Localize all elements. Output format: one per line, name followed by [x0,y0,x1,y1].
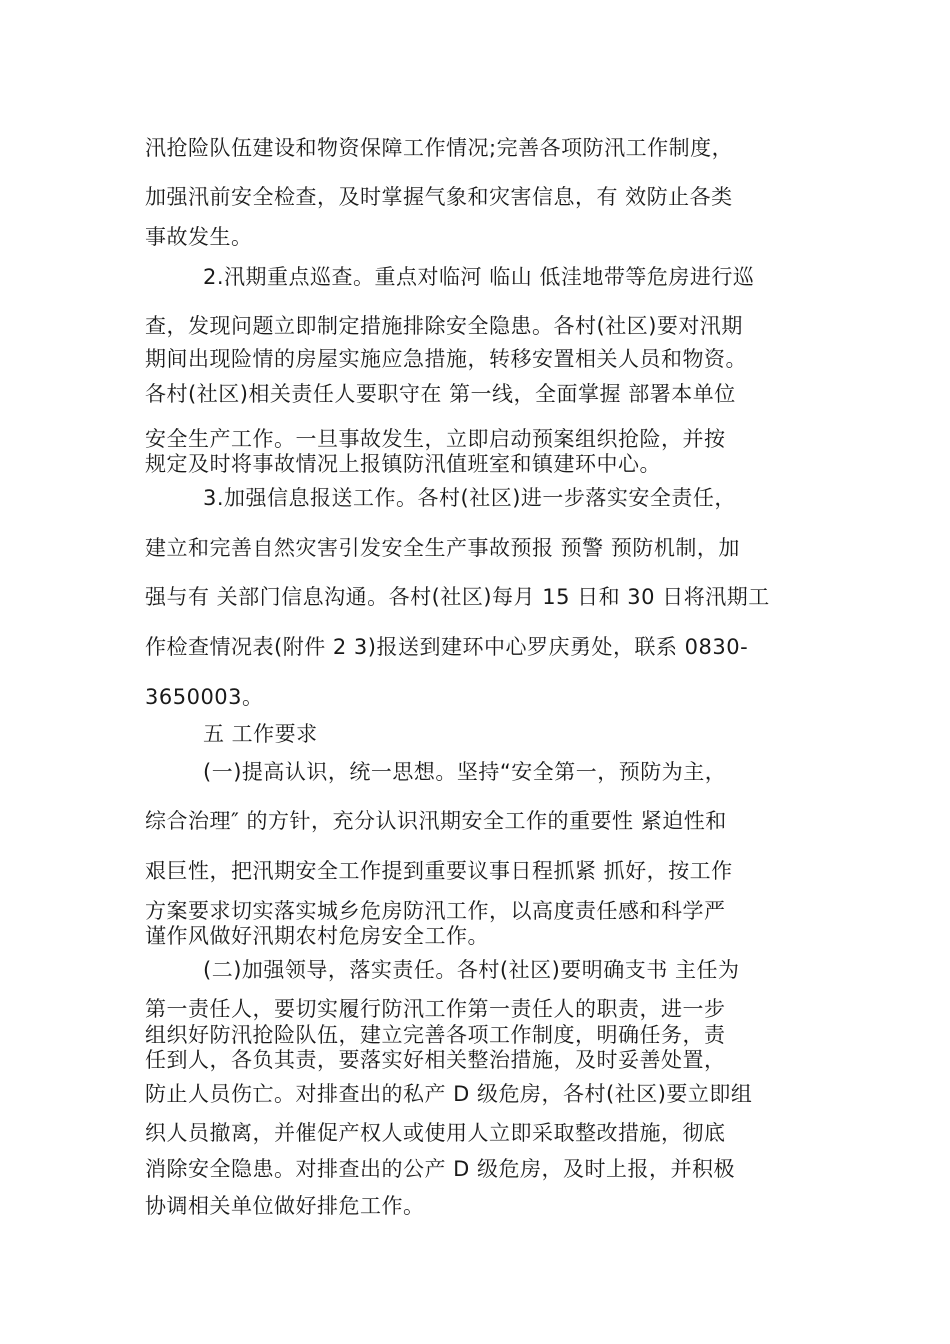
text-line: 建立和完善自然灾害引发安全生产事故预报 预警 预防机制，加 [145,536,740,560]
text-line: 2.汛期重点巡查。重点对临河 临山 低洼地带等危房进行巡 [203,265,755,289]
text-line: 强与有 关部门信息沟通。各村(社区)每月 15 日和 30 日将汛期工 [145,585,770,609]
text-line: 查，发现问题立即制定措施排除安全隐患。各村(社区)要对汛期 [145,314,743,338]
text-line: 事故发生。 [145,225,253,249]
text-line: 3650003。 [145,685,264,709]
text-line: (二)加强领导，落实责任。各村(社区)要明确支书 主任为 [203,958,740,982]
text-line: 作检查情况表(附件 2 3)报送到建环中心罗庆勇处，联系 0830- [145,635,749,659]
text-line: 织人员撤离，并催促产权人或使用人立即采取整改措施，彻底 [145,1121,726,1145]
text-line: 规定及时将事故情况上报镇防汛值班室和镇建环中心。 [145,452,661,476]
text-line: 谨作风做好汛期农村危房安全工作。 [145,924,489,948]
text-line: 期间出现险情的房屋实施应急措施，转移安置相关人员和物资。 [145,347,747,371]
text-line: 任到人，各负其责，要落实好相关整治措施，及时妥善处置， [145,1048,726,1072]
text-line: 综合治理″ 的方针，充分认识汛期安全工作的重要性 紧迫性和 [145,809,727,833]
text-line: 消除安全隐患。对排查出的公产 D 级危房，及时上报，并积极 [145,1157,736,1181]
text-line: 防止人员伤亡。对排查出的私产 D 级危房，各村(社区)要立即组 [145,1082,753,1106]
text-line: 艰巨性，把汛期安全工作提到重要议事日程抓紧 抓好，按工作 [145,859,733,883]
text-line: 协调相关单位做好排危工作。 [145,1194,425,1218]
text-line: 方案要求切实落实城乡危房防汛工作，以高度责任感和科学严 [145,899,726,923]
text-line: 3.加强信息报送工作。各村(社区)进一步落实安全责任， [203,486,736,510]
text-line: 加强汛前安全检查，及时掌握气象和灾害信息，有 效防止各类 [145,185,733,209]
text-line: 安全生产工作。一旦事故发生，立即启动预案组织抢险，并按 [145,427,726,451]
text-line: (一)提高认识，统一思想。坚持“安全第一，预防为主， [203,760,727,784]
text-line: 组织好防汛抢险队伍，建立完善各项工作制度，明确任务，责 [145,1023,726,1047]
text-line: 第一责任人，要切实履行防汛工作第一责任人的职责，进一步 [145,997,726,1021]
section-heading: 五 工作要求 [203,722,318,746]
text-line: 汛抢险队伍建设和物资保障工作情况;完善各项防汛工作制度， [145,136,734,160]
text-line: 各村(社区)相关责任人要职守在 第一线，全面掌握 部署本单位 [145,382,736,406]
